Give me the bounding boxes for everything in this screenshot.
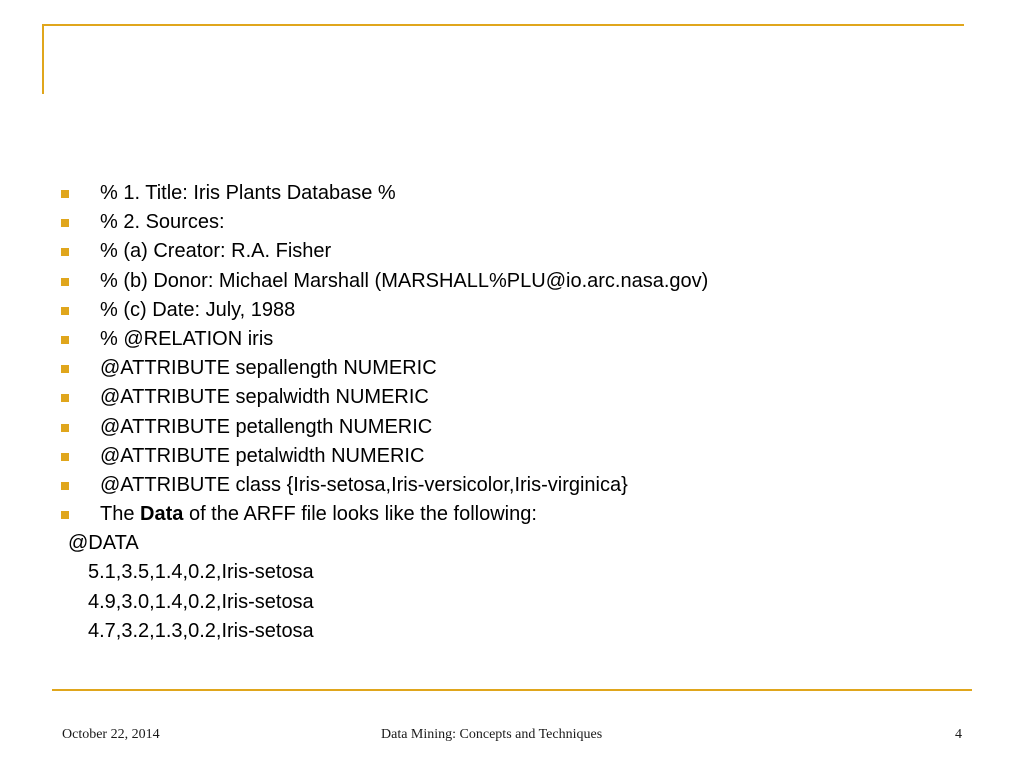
bullet-item — [60, 179, 960, 208]
title-frame-left-line — [42, 24, 44, 94]
bullet-text: % (c) Date: July, 1988 — [100, 298, 296, 321]
square-bullet-icon — [61, 278, 69, 286]
bullet-item — [60, 325, 960, 354]
data-row — [60, 588, 960, 617]
square-bullet-icon — [61, 453, 69, 461]
data-section-header: @DATA — [68, 532, 139, 555]
footer-divider-line — [52, 689, 972, 691]
bullet-item — [60, 442, 960, 471]
footer-title: Data Mining: Concepts and Techniques — [381, 727, 603, 742]
square-bullet-icon — [61, 248, 69, 256]
bullet-text: % 1. Title: Iris Plants Database % — [100, 182, 396, 204]
bullet-text: @ATTRIBUTE class {Iris-setosa,Iris-versicolor,Iris-virginica} — [100, 473, 628, 496]
bullet-text: % @RELATION iris — [100, 327, 274, 350]
title-frame-top-line — [42, 24, 964, 26]
square-bullet-icon — [61, 482, 69, 490]
data-row-text: 4.7,3.2,1.3,0.2,Iris-setosa — [88, 619, 314, 642]
footer-date: October 22, 2014 — [62, 727, 160, 742]
bullet-item — [60, 500, 960, 529]
bullet-text: @ATTRIBUTE sepalwidth NUMERIC — [100, 386, 429, 409]
bullet-item — [60, 413, 960, 442]
data-row — [60, 617, 960, 646]
data-row — [60, 558, 960, 587]
bullet-text-prefix: The — [100, 503, 141, 526]
data-row-text: 5.1,3.5,1.4,0.2,Iris-setosa — [88, 561, 314, 584]
data-row-text: 4.9,3.0,1.4,0.2,Iris-setosa — [88, 590, 314, 613]
bullet-item — [60, 471, 960, 500]
bullet-text: % 2. Sources: — [100, 211, 225, 234]
square-bullet-icon — [61, 190, 69, 198]
square-bullet-icon — [61, 336, 69, 344]
square-bullet-icon — [61, 394, 69, 402]
data-section-header-row — [60, 529, 960, 558]
footer-page-number: 4 — [955, 727, 962, 742]
bullet-item — [60, 237, 960, 266]
bullet-list — [60, 179, 960, 529]
bullet-item — [60, 208, 960, 237]
square-bullet-icon — [61, 219, 69, 227]
square-bullet-icon — [61, 307, 69, 315]
bullet-text: % (a) Creator: R.A. Fisher — [100, 240, 332, 263]
square-bullet-icon — [61, 511, 69, 519]
bullet-text: % (b) Donor: Michael Marshall (MARSHALL%PLU@io.arc.nasa.gov) — [100, 269, 709, 292]
bullet-text-bold: Data — [140, 503, 184, 526]
bullet-item — [60, 383, 960, 412]
bullet-text: @ATTRIBUTE petalwidth NUMERIC — [100, 444, 425, 467]
bullet-item — [60, 267, 960, 296]
bullet-text-suffix: of the ARFF file looks like the following: — [183, 503, 537, 526]
bullet-text: @ATTRIBUTE petallength NUMERIC — [100, 415, 433, 438]
bullet-item — [60, 354, 960, 383]
bullet-text — [100, 500, 537, 529]
bullet-item — [60, 296, 960, 325]
slide-body — [60, 179, 960, 646]
bullet-text: @ATTRIBUTE sepallength NUMERIC — [100, 357, 437, 380]
square-bullet-icon — [61, 424, 69, 432]
square-bullet-icon — [61, 365, 69, 373]
